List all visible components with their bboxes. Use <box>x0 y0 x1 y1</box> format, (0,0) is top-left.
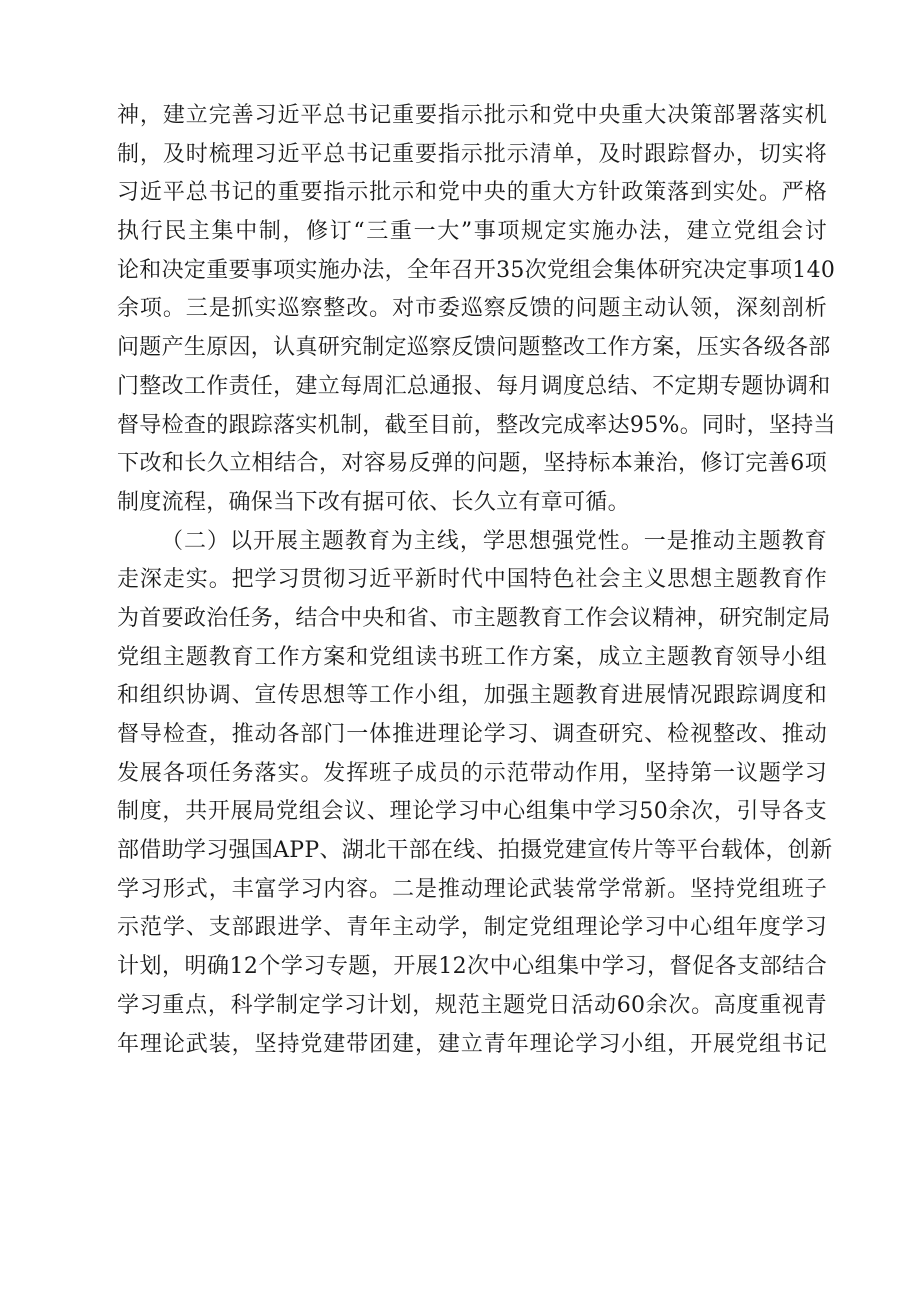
text-line: 神，建立完善习近平总书记重要指示批示和党中央重大决策部署落实机 <box>117 103 827 128</box>
text-line: 党组主题教育工作方案和党组读书班工作方案，成立主题教育领导小组 <box>117 644 827 670</box>
text-line: 发展各项任务落实。发挥班子成员的示范带动作用，坚持第一议题学习 <box>117 760 827 786</box>
body-text <box>117 97 836 1064</box>
text-line: 问题产生原因，认真研究制定巡察反馈问题整改工作方案，压实各级各部 <box>117 335 831 361</box>
text-line: 示范学、支部跟进学、青年主动学，制定党组理论学习中心组年度学习 <box>117 915 827 941</box>
text-line: 部借助学习强国APP、湖北干部在线、拍摄党建宣传片等平台载体，创新 <box>117 838 833 864</box>
text-line: 制度流程，确保当下改有据可依、长久立有章可循。 <box>117 489 630 515</box>
text-line: 学习形式，丰富学习内容。二是推动理论武装常学常新。坚持党组班子 <box>117 876 827 902</box>
text-line: 督导检查的跟踪落实机制，截至目前，整改完成率达95%。同时，坚持当 <box>117 412 836 438</box>
text-line: 和组织协调、宣传思想等工作小组，加强主题教育进展情况跟踪调度和 <box>117 683 827 709</box>
text-line: 制度，共开展局党组会议、理论学习中心组集中学习50余次，引导各支 <box>117 799 827 825</box>
text-line: 执行民主集中制，修订“三重一大”事项规定实施办法，建立党组会讨 <box>117 219 827 245</box>
text-line: 计划，明确12个学习专题，开展12次中心组集中学习，督促各支部结合 <box>117 954 827 980</box>
text-line: 年理论武装，坚持党建带团建，建立青年理论学习小组，开展党组书记 <box>117 1031 827 1057</box>
text-line: 督导检查，推动各部门一体推进理论学习、调查研究、检视整改、推动 <box>117 722 827 747</box>
text-line: 制，及时梳理习近平总书记重要指示批示清单，及时跟踪督办，切实将 <box>117 141 827 167</box>
text-line: 习近平总书记的重要指示批示和党中央的重大方针政策落到实处。严格 <box>117 180 827 206</box>
text-line: 余项。三是抓实巡察整改。对市委巡察反馈的问题主动认领，深刻剖析 <box>117 296 827 322</box>
text-line: 走深走实。把学习贯彻习近平新时代中国特色社会主义思想主题教育作 <box>117 567 827 593</box>
section-heading-line: （二）以开展主题教育为主线，学思想强党性。一是推动主题教育 <box>161 528 827 554</box>
text-line: 论和决定重要事项实施办法，全年召开35次党组会集体研究决定事项140 <box>117 257 836 283</box>
text-line: 门整改工作责任，建立每周汇总通报、每月调度总结、不定期专题协调和 <box>117 373 831 399</box>
text-line: 下改和长久立相结合，对容易反弹的问题，坚持标本兼治，修订完善6项 <box>117 451 827 477</box>
text-line: 学习重点，科学制定学习计划，规范主题党日活动60余次。高度重视青 <box>117 992 827 1018</box>
text-line: 为首要政治任务，结合中央和省、市主题教育工作会议精神，研究制定局 <box>117 605 831 631</box>
